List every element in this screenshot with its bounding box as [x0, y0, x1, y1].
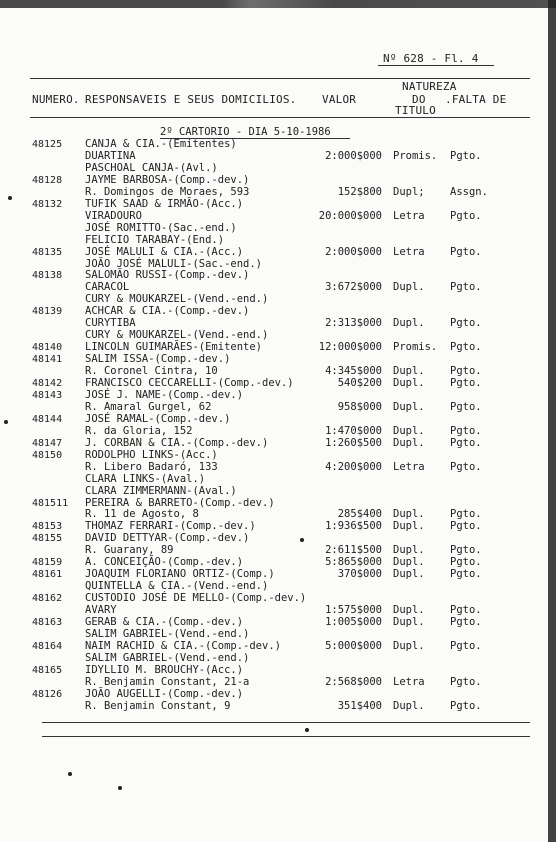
entry-text: A. CONCEIÇÃO-(Comp.-dev.)	[85, 556, 244, 569]
entry-valor: 1:005$000	[325, 616, 382, 628]
entry-number: 48147	[32, 437, 63, 449]
entry-text: NAIM RACHID & CIA.-(Comp.-dev.)	[85, 639, 281, 652]
header-top-rule	[30, 78, 530, 79]
entry-text: JOSÉ MALULI & CIA.-(Acc.)	[85, 245, 244, 258]
entry-valor: 4:200$000	[325, 460, 382, 473]
entry-text: JOAQUIM FLORIANO ORTIZ-(Comp.)	[85, 568, 275, 581]
entry-text: THOMAZ FERRARI-(Comp.-dev.)	[85, 520, 256, 533]
entry-text: GERAB & CIA.-(Comp.-dev.)	[85, 616, 244, 628]
entry-natureza: Dupl.	[393, 317, 425, 330]
footer-rule-1	[42, 722, 530, 723]
entry-number: 48144	[32, 413, 63, 425]
footer-rule-2	[42, 736, 530, 737]
entry-falta: Pgto.	[450, 520, 482, 533]
entry-natureza: Dupl.	[393, 544, 425, 557]
entry-text: JOÃO JOSÉ MALULI-(Sac.-end.)	[85, 257, 263, 270]
column-numero: NUMERO.	[32, 93, 80, 106]
column-natureza-line1: NATUREZA	[402, 80, 457, 93]
entry-valor: 1:260$500	[325, 436, 382, 449]
entry-falta: Pgto.	[450, 604, 482, 616]
entry-number: 48162	[32, 593, 63, 605]
entry-valor: 5:865$000	[325, 556, 382, 569]
entry-natureza: Dupl.	[393, 436, 425, 449]
column-responsaveis: RESPONSAVEIS E SEUS DOMICILIOS.	[85, 93, 297, 106]
entry-falta: Pgto.	[450, 544, 482, 557]
entry-valor: 285$400	[337, 508, 382, 521]
entry-natureza: Dupl.	[393, 281, 425, 294]
entry-valor: 1:575$000	[325, 604, 382, 616]
entry-text: DAVID DETTYAR-(Comp.-dev.)	[85, 532, 250, 545]
header-bottom-rule	[30, 117, 530, 118]
entry-natureza: Promis.	[393, 341, 438, 354]
entry-valor: 5:000$000	[325, 639, 382, 652]
entry-text: RODOLPHO LINKS-(Acc.)	[85, 448, 218, 461]
entry-number: 48125	[32, 139, 63, 150]
entry-text: TUFIK SAAD & IRMÃO-(Acc.)	[85, 197, 244, 210]
entry-number: 48141	[32, 354, 63, 366]
entry-number: 48143	[32, 389, 63, 401]
entry-number: 48163	[32, 617, 63, 628]
entry-valor: 540$200	[337, 377, 382, 389]
entry-text: PEREIRA & BARRETO-(Comp.-dev.)	[85, 496, 275, 509]
column-valor: VALOR	[322, 93, 357, 106]
column-natureza-line2: DO	[412, 93, 426, 106]
entry-valor: 2:611$500	[325, 544, 382, 557]
entry-number: 48155	[32, 533, 63, 545]
entry-text: IDYLLIO M. BROUCHY-(Acc.)	[85, 663, 244, 676]
entry-text: R. Libero Badaró, 133	[85, 460, 218, 473]
entry-natureza: Dupl.	[393, 699, 425, 712]
entry-text: CANJA & CIA.-(Emitentes)	[85, 138, 237, 150]
paper-speck	[305, 728, 309, 732]
entry-falta: Pgto.	[450, 149, 482, 162]
entry-natureza: Letra	[393, 460, 425, 473]
entry-number: 48142	[32, 378, 63, 389]
entry-number: 48150	[32, 449, 63, 461]
entry-text: ACHCAR & CIA.-(Comp.-dev.)	[85, 305, 250, 318]
entry-text: R. 11 de Agosto, 8	[85, 508, 199, 521]
entry-natureza: Dupl.	[393, 400, 425, 413]
entry-text: R. Amaral Gurgel, 62	[85, 400, 212, 413]
entry-number: 48140	[32, 342, 63, 354]
entry-natureza: Dupl.	[393, 556, 425, 569]
entry-falta: Pgto.	[450, 281, 482, 294]
entry-valor: 20:000$000	[318, 209, 382, 222]
entry-natureza: Dupl.	[393, 639, 425, 652]
entry-text: SALOMÃO RUSSI-(Comp.-dev.)	[85, 269, 250, 282]
entry-falta: Pgto.	[450, 508, 482, 521]
entry-number: 48135	[32, 246, 63, 258]
column-falta: .FALTA DE	[445, 93, 507, 106]
entry-text: VIRADOURO	[85, 209, 142, 222]
entry-text: CARACOL	[85, 281, 130, 294]
paper-speck	[8, 196, 12, 200]
entry-valor: 1:470$000	[325, 424, 382, 437]
entry-number: 48128	[32, 174, 63, 186]
entry-number: 48165	[32, 664, 63, 676]
entry-number: 481511	[32, 497, 69, 509]
entry-falta: Pgto.	[450, 699, 482, 712]
entry-natureza: Letra	[393, 209, 425, 222]
entry-falta: Pgto.	[450, 639, 482, 652]
paper-speck	[118, 786, 122, 790]
entry-valor: 2:000$000	[325, 245, 382, 258]
entry-valor: 3:672$000	[325, 281, 382, 294]
entry-falta: Pgto.	[450, 460, 482, 473]
entry-falta: Pgto.	[450, 675, 482, 688]
entry-natureza: Dupl.	[393, 520, 425, 533]
entry-text: R. Guarany, 89	[85, 544, 174, 557]
entry-falta: Pgto.	[450, 365, 482, 377]
paper-speck	[68, 772, 72, 776]
entry-valor: 2:313$000	[325, 317, 382, 330]
entry-natureza: Dupl;	[393, 185, 425, 198]
entry-number: 48164	[32, 640, 63, 652]
entry-falta: Assgn.	[450, 185, 488, 198]
entry-text: PASCHOAL CANJA-(Avl.)	[85, 161, 218, 174]
entry-valor: 351$400	[337, 699, 382, 712]
entry-falta: Pgto.	[450, 209, 482, 222]
entry-text: JAYME BARBOSA-(Comp.-dev.)	[85, 173, 250, 186]
entry-natureza: Promis.	[393, 149, 438, 162]
paper-speck	[300, 538, 304, 542]
entry-number: 48126	[32, 688, 63, 700]
entry-text: FRANCISCO CECCARELLI-(Comp.-dev.)	[85, 377, 294, 389]
entry-text: R. Coronel Cintra, 10	[85, 365, 218, 377]
page-reference: Nº 628 - Fl. 4	[383, 52, 479, 65]
entry-text: R. da Gloria, 152	[85, 424, 193, 437]
entry-natureza: Letra	[393, 675, 425, 688]
entry-text: LINCOLN GUIMARÃES-(Emitente)	[85, 341, 263, 354]
entry-falta: Pgto.	[450, 436, 482, 449]
entry-number: 48138	[32, 270, 63, 282]
entry-text: R. Benjamin Constant, 21-a	[85, 675, 250, 688]
entry-text: JOSÉ J. NAME-(Comp.-dev.)	[85, 388, 244, 401]
entry-valor: 958$000	[337, 400, 382, 413]
entry-text: DUARTINA	[85, 149, 136, 162]
scan-right-edge	[548, 0, 556, 842]
entry-text: SALIM ISSA-(Comp.-dev.)	[85, 353, 231, 366]
entry-falta: Pgto.	[450, 377, 482, 389]
entry-number: 48132	[32, 198, 63, 210]
entry-text: JOSÉ ROMITTO-(Sac.-end.)	[85, 221, 237, 234]
entry-valor: 2:568$000	[325, 675, 382, 688]
entry-number: 48159	[32, 557, 63, 569]
entry-text: SALIM GABRIEL-(Vend.-end.)	[85, 651, 250, 664]
entry-text: J. CORBAN & CIA.-(Comp.-dev.)	[85, 436, 269, 449]
entry-falta: Pgto.	[450, 245, 482, 258]
entry-falta: Pgto.	[450, 317, 482, 330]
entry-natureza: Dupl.	[393, 424, 425, 437]
paper-speck	[4, 420, 8, 424]
entry-number: 48139	[32, 306, 63, 318]
scan-top-edge	[0, 0, 556, 8]
entry-natureza: Letra	[393, 245, 425, 258]
entry-valor: 370$000	[337, 568, 382, 581]
entry-text: AVARY	[85, 604, 117, 616]
entry-natureza: Dupl.	[393, 568, 425, 581]
entry-text: CURY & MOUKARZEL-(Vend.-end.)	[85, 329, 269, 342]
entry-number: 48153	[32, 521, 63, 533]
entry-valor: 2:000$000	[325, 149, 382, 162]
entry-valor: 152$800	[337, 185, 382, 198]
page-ref-underline	[378, 65, 494, 66]
entry-falta: Pgto.	[450, 400, 482, 413]
entry-falta: Pgto.	[450, 341, 482, 354]
entry-falta: Pgto.	[450, 556, 482, 569]
entry-natureza: Dupl.	[393, 616, 425, 628]
entry-text: CLARA LINKS-(Aval.)	[85, 472, 206, 485]
entry-text: CUSTODIO JOSÉ DE MELLO-(Comp.-dev.)	[85, 592, 307, 605]
entry-natureza: Dupl.	[393, 377, 425, 389]
column-natureza-line3: TITULO	[395, 104, 436, 117]
entry-natureza: Dupl.	[393, 365, 425, 377]
entry-text: JOSÉ RAMAL-(Comp.-dev.)	[85, 412, 231, 425]
entry-text: CURY & MOUKARZEL-(Vend.-end.)	[85, 293, 269, 306]
entry-text: CURYTIBA	[85, 317, 136, 330]
entry-text: R. Benjamin Constant, 9	[85, 699, 231, 712]
entry-falta: Pgto.	[450, 616, 482, 628]
entry-text: JOÃO AUGELLI-(Comp.-dev.)	[85, 687, 244, 700]
entry-valor: 12:000$000	[318, 341, 382, 354]
entry-text: QUINTELLA & CIA.-(Vend.-end.)	[85, 580, 269, 593]
entry-valor: 4:345$000	[325, 365, 382, 377]
entry-natureza: Dupl.	[393, 604, 425, 616]
entry-valor: 1:936$500	[325, 520, 382, 533]
entry-falta: Pgto.	[450, 424, 482, 437]
entry-text: R. Domingos de Moraes, 593	[85, 185, 250, 198]
entry-text: FELICIO TARABAY-(End.)	[85, 233, 225, 246]
section-title: 2º CARTORIO - DIA 5-10-1986	[160, 126, 331, 138]
entry-natureza: Dupl.	[393, 508, 425, 521]
entry-text: SALIM GABRIEL-(Vend.-end.)	[85, 628, 250, 640]
entry-falta: Pgto.	[450, 568, 482, 581]
entry-text: CLARA ZIMMERMANN-(Aval.)	[85, 484, 237, 497]
entry-number: 48161	[32, 569, 63, 581]
